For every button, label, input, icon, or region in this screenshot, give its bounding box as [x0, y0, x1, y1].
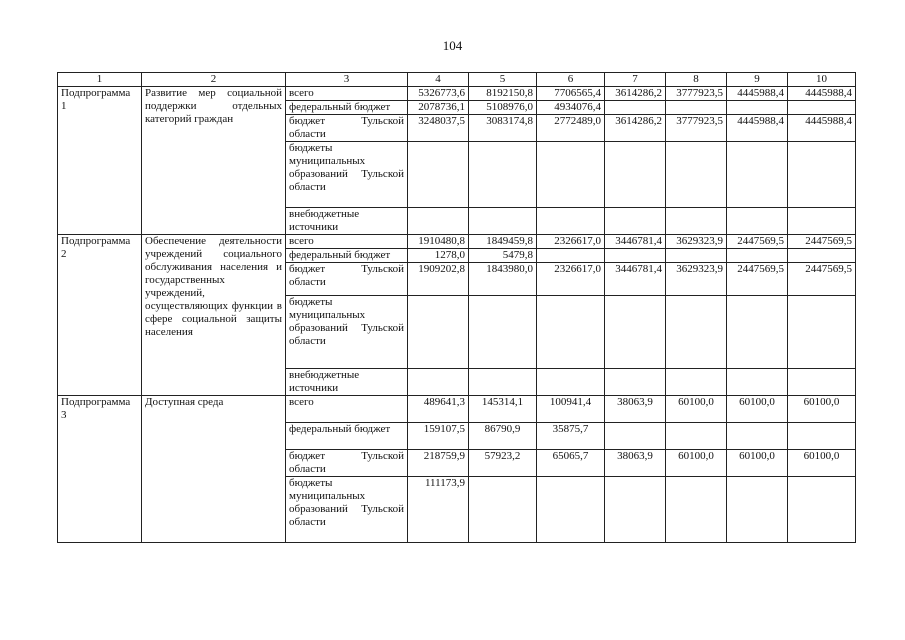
value-cell	[788, 101, 856, 115]
value-cell: 1849459,8	[469, 235, 537, 249]
value-cell	[408, 296, 469, 369]
value-cell: 4934076,4	[537, 101, 605, 115]
value-cell: 7706565,4	[537, 87, 605, 101]
column-header: 9	[727, 73, 788, 87]
value-cell	[537, 296, 605, 369]
value-cell: 4445988,4	[727, 87, 788, 101]
value-cell: 60100,0	[788, 396, 856, 423]
funding-source: всего	[286, 396, 408, 423]
value-cell	[605, 423, 666, 450]
value-cell: 3629323,9	[666, 235, 727, 249]
value-cell	[727, 369, 788, 396]
value-cell: 1910480,8	[408, 235, 469, 249]
value-cell: 3777923,5	[666, 87, 727, 101]
value-cell: 159107,5	[408, 423, 469, 450]
subprogram-title: Развитие мер социальной поддержки отдельных категорий граждан	[142, 87, 286, 235]
funding-source	[286, 115, 408, 142]
value-cell	[788, 142, 856, 208]
value-cell: 3083174,8	[469, 115, 537, 142]
funding-source: федеральный бюджет	[286, 423, 408, 450]
value-cell	[605, 249, 666, 263]
column-header: 1	[58, 73, 142, 87]
subprogram-title: Обеспечение деятельности учреждений социального обслуживания населения и государственных учреждений, осуществляющих функции в сфере социальной защиты населения	[142, 235, 286, 396]
funding-source: всего	[286, 87, 408, 101]
value-cell	[727, 296, 788, 369]
funding-source	[286, 263, 408, 296]
value-cell: 2078736,1	[408, 101, 469, 115]
value-cell	[469, 208, 537, 235]
value-cell	[469, 142, 537, 208]
value-cell	[788, 296, 856, 369]
value-cell: 100941,4	[537, 396, 605, 423]
funding-source-text: бюджет Тульской области	[289, 450, 404, 475]
value-cell	[605, 369, 666, 396]
value-cell	[469, 296, 537, 369]
value-cell: 145314,1	[469, 396, 537, 423]
funding-source-text: бюджет Тульской области	[289, 115, 404, 140]
value-cell: 2772489,0	[537, 115, 605, 142]
value-cell	[469, 369, 537, 396]
funding-source-text: бюджет Тульской области	[289, 263, 404, 288]
subprogram-name: Подпрограмма 1	[58, 87, 142, 235]
value-cell: 4445988,4	[788, 115, 856, 142]
column-header: 5	[469, 73, 537, 87]
value-cell: 86790,9	[469, 423, 537, 450]
column-header: 10	[788, 73, 856, 87]
column-header: 4	[408, 73, 469, 87]
value-cell	[788, 369, 856, 396]
value-cell: 3629323,9	[666, 263, 727, 296]
column-header: 8	[666, 73, 727, 87]
value-cell	[666, 477, 727, 543]
value-cell	[666, 369, 727, 396]
value-cell: 3614286,2	[605, 115, 666, 142]
column-header: 2	[142, 73, 286, 87]
value-cell	[727, 249, 788, 263]
funding-source: всего	[286, 235, 408, 249]
value-cell: 60100,0	[727, 450, 788, 477]
table-row	[58, 396, 856, 423]
funding-source: бюджеты муниципальных образований Тульской области	[286, 142, 408, 208]
value-cell: 3614286,2	[605, 87, 666, 101]
value-cell: 1278,0	[408, 249, 469, 263]
value-cell: 2447569,5	[788, 235, 856, 249]
funding-source: внебюджетные источники	[286, 208, 408, 235]
funding-source	[286, 450, 408, 477]
table-row	[58, 235, 856, 249]
value-cell	[666, 423, 727, 450]
subprogram-title: Доступная среда	[142, 396, 286, 543]
value-cell	[605, 208, 666, 235]
value-cell	[605, 142, 666, 208]
table-row	[58, 87, 856, 101]
column-header: 6	[537, 73, 605, 87]
value-cell	[537, 142, 605, 208]
value-cell: 1843980,0	[469, 263, 537, 296]
value-cell	[605, 101, 666, 115]
value-cell	[408, 369, 469, 396]
value-cell: 60100,0	[666, 396, 727, 423]
value-cell	[788, 423, 856, 450]
page-number: 104	[442, 38, 463, 53]
funding-source: федеральный бюджет	[286, 249, 408, 263]
value-cell	[537, 477, 605, 543]
value-cell	[727, 101, 788, 115]
value-cell	[666, 249, 727, 263]
funding-source: федеральный бюджет	[286, 101, 408, 115]
value-cell	[666, 101, 727, 115]
value-cell: 2326617,0	[537, 263, 605, 296]
value-cell: 2447569,5	[727, 235, 788, 249]
value-cell	[605, 296, 666, 369]
value-cell: 4445988,4	[788, 87, 856, 101]
value-cell	[666, 296, 727, 369]
value-cell: 35875,7	[537, 423, 605, 450]
subprogram-name: Подпрограмма 2	[58, 235, 142, 396]
budget-table	[57, 72, 856, 543]
value-cell	[727, 477, 788, 543]
value-cell: 3446781,4	[605, 235, 666, 249]
funding-source: внебюджетные источники	[286, 369, 408, 396]
value-cell: 5479,8	[469, 249, 537, 263]
value-cell	[727, 208, 788, 235]
subprogram-name: Подпрограмма 3	[58, 396, 142, 543]
value-cell: 60100,0	[788, 450, 856, 477]
value-cell: 1909202,8	[408, 263, 469, 296]
value-cell	[408, 208, 469, 235]
funding-source: бюджеты муниципальных образований Тульской области	[286, 296, 408, 369]
value-cell: 5108976,0	[469, 101, 537, 115]
value-cell: 2447569,5	[727, 263, 788, 296]
value-cell	[537, 369, 605, 396]
value-cell: 5326773,6	[408, 87, 469, 101]
value-cell	[469, 477, 537, 543]
value-cell: 111173,9	[408, 477, 469, 543]
value-cell	[788, 208, 856, 235]
column-header: 3	[286, 73, 408, 87]
value-cell: 65065,7	[537, 450, 605, 477]
value-cell: 2326617,0	[537, 235, 605, 249]
value-cell: 38063,9	[605, 396, 666, 423]
value-cell: 38063,9	[605, 450, 666, 477]
value-cell	[537, 208, 605, 235]
value-cell	[666, 142, 727, 208]
value-cell: 3777923,5	[666, 115, 727, 142]
funding-source: бюджеты муниципальных образований Тульской области	[286, 477, 408, 543]
value-cell: 3248037,5	[408, 115, 469, 142]
value-cell	[605, 477, 666, 543]
value-cell: 4445988,4	[727, 115, 788, 142]
value-cell: 2447569,5	[788, 263, 856, 296]
value-cell: 60100,0	[727, 396, 788, 423]
value-cell	[727, 142, 788, 208]
value-cell: 60100,0	[666, 450, 727, 477]
value-cell	[727, 423, 788, 450]
value-cell: 3446781,4	[605, 263, 666, 296]
value-cell: 218759,9	[408, 450, 469, 477]
value-cell: 57923,2	[469, 450, 537, 477]
column-header: 7	[605, 73, 666, 87]
value-cell	[788, 249, 856, 263]
value-cell	[666, 208, 727, 235]
value-cell: 8192150,8	[469, 87, 537, 101]
value-cell	[408, 142, 469, 208]
header-row	[58, 73, 856, 87]
value-cell: 489641,3	[408, 396, 469, 423]
value-cell	[537, 249, 605, 263]
value-cell	[788, 477, 856, 543]
